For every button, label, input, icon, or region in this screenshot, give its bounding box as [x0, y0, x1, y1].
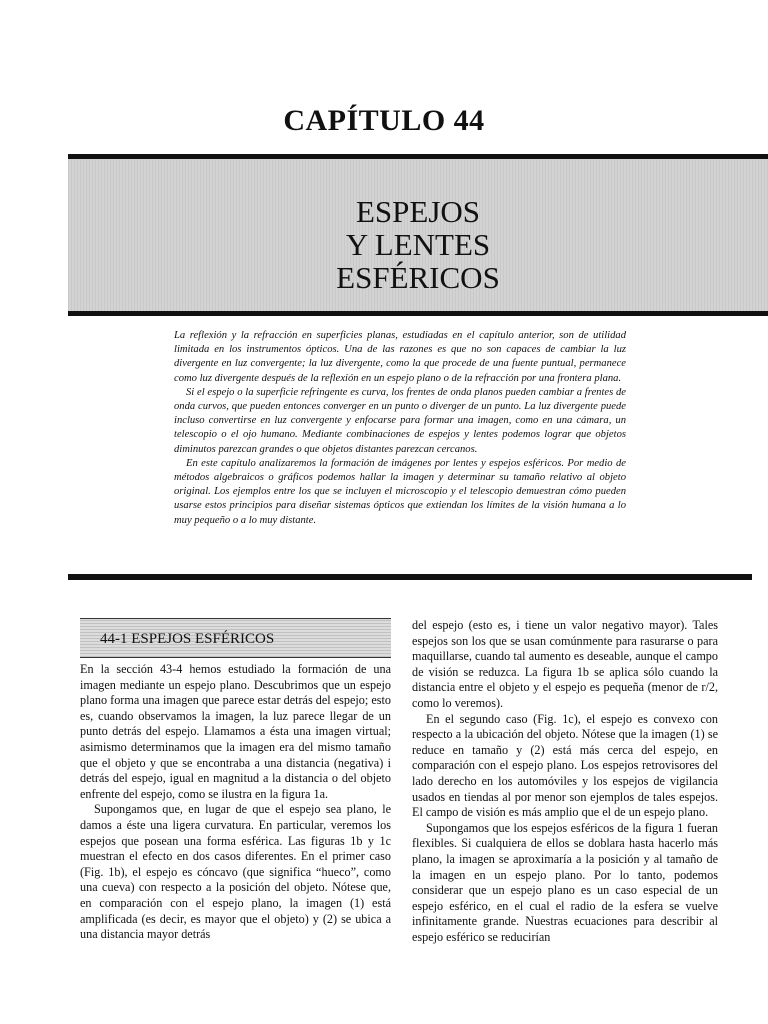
section-heading: 44-1 ESPEJOS ESFÉRICOS [100, 631, 275, 647]
body-paragraph: del espejo (esto es, i tiene un valor negativo mayor). Tales espejos son los que se usan comúnmente para rasurarse o para maquillarse, cuando tal aumento es deseable, aunque el campo de visión se reduzca. La figura 1b se aplica sólo cuando la distancia entre el objeto y el espejo es pequeña (menor de r/2, como lo veremos). [412, 618, 718, 710]
left-column [80, 662, 391, 943]
body-paragraph: En la sección 43-4 hemos estudiado la formación de una imagen mediante un espejo plano. Descubrimos que un espejo plano forma una imagen que parece estar detrás del espejo; esto es, cuando observamos la imagen, la luz parece llegar de un punto detrás del espejo. Llamamos a ésta una imagen virtual; asimismo determinamos que la imagen era del mismo tamaño que el objeto y que se encontraba a una distancia (negativa) i detrás del espejo, igual en magnitud a la distancia o del objeto enfrente del espejo, como se ilustra en la figura 1a. [80, 662, 391, 801]
body-paragraph: Supongamos que, en lugar de que el espejo sea plano, le damos a éste una ligera curvatura. En particular, veremos los espejos que posean una forma esférica. Las figuras 1b y 1c muestran el efecto en dos casos diferentes. En el primer caso (Fig. 1b), el espejo es cóncavo (que significa “hueco”, como una cueva) con respecto a la posición del objeto. Nótese que, en comparación con el espejo plano, la imagen (1) está amplificada (es decir, es mayor que el objeto) y (2) se ubica a una distancia mayor detrás [80, 802, 391, 942]
subtitle-line: ESFÉRICOS [336, 260, 500, 295]
right-column [412, 618, 718, 945]
subtitle-line: ESPEJOS [355, 194, 481, 229]
subtitle-line: Y LENTES [345, 227, 491, 262]
body-paragraph: En el segundo caso (Fig. 1c), el espejo es convexo con respecto a la ubicación del objeto. Nótese que la imagen (1) se reduce en tamaño y (2) está más cerca del espejo, en comparación con el espejo plano. Los espejos retrovisores del lado derecho en los automóviles y los espejos de vigilancia usados en tiendas al por menor son ejemplos de tales espejos. El campo de visión es más amplio que el de un espejo plano. [412, 711, 718, 820]
body-paragraph: Supongamos que los espejos esféricos de la figura 1 fueran flexibles. Si cualquiera de ellos se doblara hasta hacerlo más plano, la imagen se aproximaría a la posición y al tamaño de la imagen en un espejo plano. Por lo tanto, podemos considerar que un espejo plano es un caso especial de un espejo esférico, en el cual el radio de la esfera se vuelve infinitamente grande. Nuestras ecuaciones para describir al espejo esférico se reducirían [412, 820, 718, 944]
intro-paragraph: En este capítulo analizaremos la formación de imágenes por lentes y espejos esféricos. Por medio de métodos algebraicos o gráficos podemos hallar la imagen y determinar su tamaño relativo al objeto original. Los ejemplos entre los que se incluyen el microscopio y el telescopio demuestran cómo pueden usarse estos principios para diseñar sistemas ópticos que extiendan los límites de la visión humana a lo muy pequeño o a lo muy distante. [174, 457, 626, 526]
intro-paragraph: Si el espejo o la superficie refringente es curva, los frentes de onda planos pueden cambiar a frentes de onda curvos, que pueden entonces converger en un punto o diverger de un punto. La luz divergente puede incluso convertirse en luz convergente y enfocarse para formar una imagen, como en una cámara, un telescopio o el ojo humano. Mediante combinaciones de espejos y lentes podemos lograr que objetos diminutos parezcan grandes o que objetos distantes parezcan cercanos. [174, 386, 626, 455]
section-divider [68, 574, 752, 580]
section-heading-box [80, 618, 391, 658]
intro-paragraph: La reflexión y la refracción en superficies planas, estudiadas en el capítulo anterior, son de utilidad limitada en los instrumentos ópticos. Una de las razones es que no son capaces de cambiar la luz divergente en luz convergente; la luz divergente, como la que procede de una fuente puntual, permanece como luz divergente después de la reflexión en un espejo plano o de la refracción por una frontera plana. [174, 330, 626, 384]
chapter-subtitle [68, 195, 768, 294]
chapter-introduction [174, 329, 626, 528]
chapter-title: CAPÍTULO 44 [283, 104, 485, 137]
chapter-banner [68, 154, 768, 316]
